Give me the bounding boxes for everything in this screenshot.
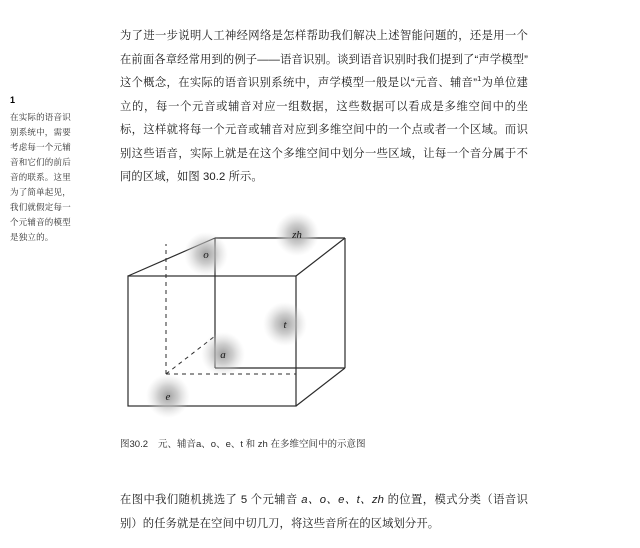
figure-caption-label: 图30.2	[120, 439, 148, 450]
point-blob-a	[201, 332, 245, 376]
paragraph-conclusion	[120, 489, 528, 536]
point-blob-t	[263, 302, 307, 346]
point-label-t: t	[283, 319, 287, 331]
figure-caption-text: 元、辅音a、o、e、t 和 zh 在多维空间中的示意图	[158, 439, 366, 450]
footnote-text: 在实际的语音识别系统中，需要考虑每一个元辅音和它们的前后音的联系。这里为了简单起见，我们就假定每一个元辅音的模型是独立的。	[10, 112, 71, 242]
point-label-a: a	[220, 349, 226, 361]
point-blob-e	[146, 374, 190, 418]
footnote-number: 1	[10, 95, 16, 105]
paragraph-conclusion-part2: 的位置，模式分类（语音识别）的任务就是在空间中切几刀，将这些音所在的区域划分开。	[120, 494, 528, 530]
point-label-zh: zh	[292, 229, 302, 241]
phoneme-token-list: a、o、e、t、zh	[301, 494, 385, 507]
paragraph-intro-part1: 为了进一步说明人工神经网络是怎样帮助我们解决上述智能问题的，还是用一个在前面各章经常用到的例子——语音识别。谈到语音识别时我们提到了“声学模型”这个概念，在实际的语音识别系统中，声学模型一般是以“元音、辅音”	[120, 30, 528, 90]
point-blob-o	[184, 232, 228, 276]
point-label-o: o	[203, 249, 209, 261]
paragraph-intro-part2: 为单位建立的，每一个元音或辅音对应一组数据，这些数据可以看成是多维空间中的坐标，这样就将每一个元音或辅音对应到多维空间中的一个点或者一个区域。而识别这些语音，实际上就是在这个多维空间中划分一些区域，让每一个音分属于不同的区域，如图 30.2 所示。	[120, 77, 528, 184]
figure-30-2	[120, 206, 420, 436]
figure-caption	[120, 437, 520, 452]
footnote-reference-marker: 1	[477, 74, 482, 84]
point-blob-zh	[275, 212, 319, 256]
main-text-column-bottom	[120, 478, 528, 548]
cube-diagram	[120, 206, 420, 436]
point-label-e: e	[165, 391, 171, 403]
margin-note	[10, 94, 72, 245]
paragraph-intro	[120, 25, 528, 190]
main-text-column	[120, 14, 528, 201]
paragraph-conclusion-part1: 在图中我们随机挑选了 5 个元辅音	[120, 494, 302, 507]
